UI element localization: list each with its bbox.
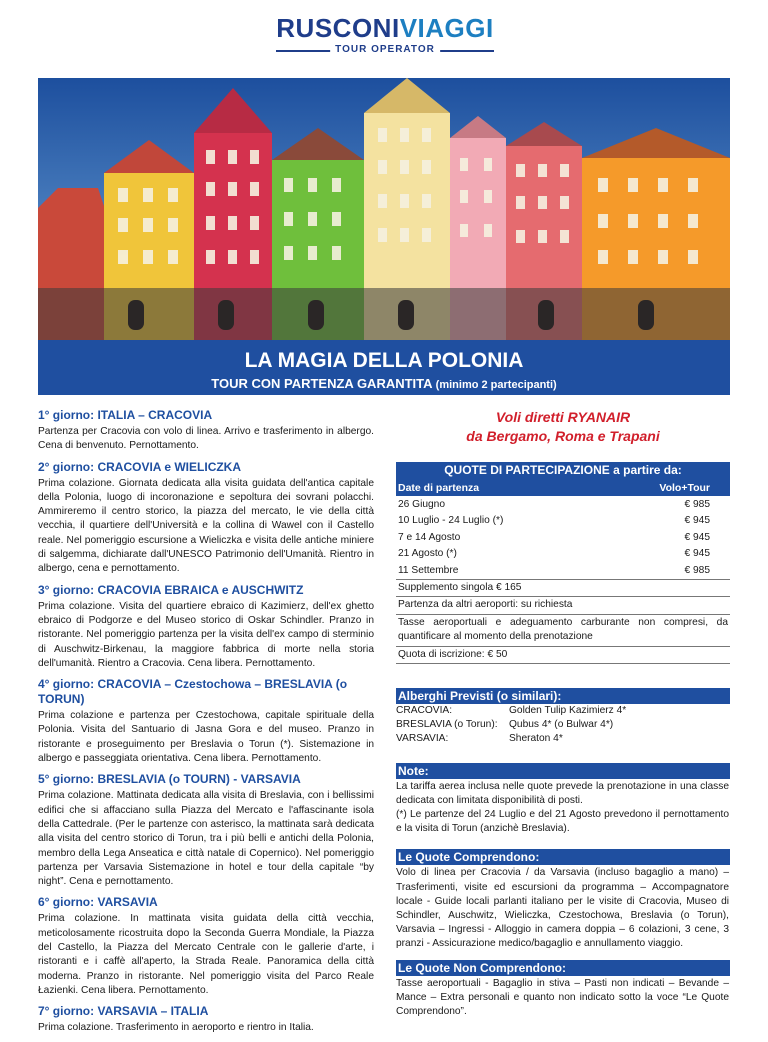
- title-banner: [38, 340, 730, 395]
- flights-info: [396, 408, 730, 446]
- excluded-section: [396, 960, 730, 1020]
- itinerary-day: [38, 1004, 374, 1035]
- hotel-row: [396, 704, 730, 718]
- hero-image: [38, 78, 730, 340]
- column-header-price: Volo+Tour: [597, 479, 730, 496]
- company-logo: [270, 14, 500, 58]
- hotel-row: [396, 732, 730, 746]
- price: € 945: [684, 515, 710, 527]
- excluded-text: Tasse aeroportuali - Bagaglio in stiva – Pasti non indicati – Bevande – Mance – Extra personali e quanto non indicato sotto la voce “Le Quote Comprendono”.: [396, 977, 729, 1018]
- day-title: 3° giorno: CRACOVIA EBRAICA e AUSCHWITZ: [38, 582, 304, 597]
- colorful-houses-illustration: [38, 78, 730, 340]
- itinerary-day: [38, 583, 374, 671]
- day-text: Prima colazione. In mattinata visita guidata della città vecchia, meticolosamente ricostruita dopo la Seconda Guerra Mondiale, la Piazza del Castello, la Piazza del Mercato Centrale con le gallerie d'arte, i ristoranti e i caffè all'aperto, la Strada Reale. Panoramica della città moderna. Pranzo in ristorante. Nel pomeriggio visita del Parco Reale Łazienki. Cena libera. Pernottamento.: [38, 913, 374, 996]
- hotel-city: CRACOVIA:: [396, 705, 453, 716]
- price: € 945: [684, 548, 710, 560]
- hotel-name: Sheraton 4*: [509, 733, 563, 745]
- day-title: 6° giorno: VARSAVIA: [38, 895, 158, 910]
- info-column: [396, 408, 730, 1019]
- departure-date: 10 Luglio - 24 Luglio (*): [398, 515, 504, 527]
- note-paragraph: La tariffa aerea inclusa nelle quote prevede la prenotazione in una classe dedicata con limitata disponibilità di posti.: [396, 780, 729, 806]
- table-row: [396, 562, 730, 579]
- price: € 985: [684, 564, 710, 576]
- hotel-name: Golden Tulip Kazimierz 4*: [509, 705, 627, 716]
- flights-line2: da Bergamo, Roma e Trapani: [466, 428, 660, 444]
- departure-date: 21 Agosto (*): [398, 548, 457, 560]
- table-row: [396, 546, 730, 563]
- day-text: Prima colazione e partenza per Czestochowa, capitale spirituale della Polonia. Visita del Santuario di Jasna Gora e del museo. Pranzo in ristorante e proseguimento per Breslavia o Torun (*). Sistemazione in albergo e passeggiata orientativa. Cena libera. Pernottamento.: [38, 710, 374, 765]
- day-title: 2° giorno: CRACOVIA e WIELICZKA: [38, 459, 242, 474]
- included-section: [396, 849, 730, 951]
- departure-date: 11 Settembre: [398, 564, 459, 576]
- notes-heading: Note:: [396, 763, 730, 779]
- departure-date: 26 Giugno: [398, 498, 446, 510]
- subtitle-text: TOUR CON PARTENZA GARANTITA: [211, 376, 433, 391]
- banner-subtitle: [38, 375, 730, 394]
- hotel-row: [396, 718, 730, 732]
- price: € 985: [684, 498, 710, 510]
- hotel-name: Qubus 4* (o Bulwar 4*): [509, 719, 614, 731]
- itinerary-day: [38, 772, 374, 889]
- itinerary-day: [38, 677, 374, 766]
- single-supplement: Supplemento singola € 165: [396, 579, 730, 597]
- itinerary-day: [38, 895, 374, 998]
- flights-line1: Voli diretti RYANAIR: [495, 409, 631, 425]
- day-text: Prima colazione. Mattinata dedicata alla visita di Breslavia, con i bellissimi edifici che si affacciano sulla Piazza del Mercato e l'affascinante isola della Cattedrale. (Per le partenze con asterisco, la mattinata sarà dedicata alla visita del centro storico di Torun, tra i più belli e antichi della Polonia, membro della Lega Anseatica e città natale di Copernico). Nel pomeriggio partenza per Varsavia Sistemazione in hotel e tour della capitale “by night”. Cena e pernottamento.: [38, 790, 374, 888]
- hotels-heading: Alberghi Previsti (o similari):: [396, 688, 730, 704]
- registration-fee: Quota di iscrizione: € 50: [396, 646, 730, 665]
- other-airports-note: Partenza da altri aeroporti: su richiesta: [396, 596, 730, 614]
- hotels-section: [396, 688, 730, 747]
- included-text: Volo di linea per Cracovia / da Varsavia (incluso bagaglio a mano) – Trasferimenti, visite ed escursioni da programma – Accompagnatore locale - Guide locali parlanti italiano per le visite di Cracovia, Museo di Schindler, Auschwitz, Wieliczka, Czestochowa, Breslavia (o Torun), Varsavia – Ingressi - Alloggio in camera doppia – 6 colazioni, 3 cene, 3 pranzi - Assicurazione medico/bagaglio e annullamento viaggio.: [396, 867, 729, 950]
- day-title: 1° giorno: ITALIA – CRACOVIA: [38, 408, 213, 422]
- logo-text-rusconi: RUSCONI: [276, 13, 400, 43]
- prices-table: [396, 479, 730, 579]
- day-title: 7° giorno: VARSAVIA – ITALIA: [38, 1004, 209, 1019]
- day-title: 5° giorno: BRESLAVIA (o TOURN) - VARSAVIA: [38, 772, 301, 787]
- table-row: [396, 513, 730, 530]
- itinerary-day: [38, 460, 374, 577]
- price: € 945: [684, 531, 710, 543]
- day-text: Prima colazione. Trasferimento in aeroporto e rientro in Italia.: [38, 1022, 314, 1034]
- itinerary-day: [38, 408, 374, 454]
- logo-subtitle: TOUR OPERATOR: [330, 44, 440, 55]
- page-title: LA MAGIA DELLA POLONIA: [244, 349, 524, 372]
- table-row: [396, 529, 730, 546]
- table-row: [396, 496, 730, 513]
- hotel-city: BRESLAVIA (o Torun):: [396, 719, 498, 731]
- notes-section: [396, 763, 730, 837]
- hotel-city: VARSAVIA:: [396, 733, 449, 745]
- departure-date: 7 e 14 Agosto: [398, 531, 461, 543]
- itinerary: [38, 408, 374, 1042]
- logo-text-viaggi: VIAGGI: [399, 13, 494, 43]
- day-text: Prima colazione. Visita del quartiere ebraico di Kazimierz, dell'ex ghetto ebraico di Podgorze e del Museo storico di Oskar Schindler. Pranzo in ristorante. Nel pomeriggio partenza per la visita dell'ex campo di sterminio di Auschwitz-Birkenau, la maggiore fabbrica di morte nella storia dell'umanità. Rientro a Cracovia. Cena libera. Pernottamento.: [38, 600, 374, 669]
- day-title: 4° giorno: CRACOVIA – Czestochowa – BRESLAVIA (o TORUN): [38, 677, 348, 707]
- excluded-heading: Le Quote Non Comprendono:: [396, 960, 730, 976]
- column-header-date: Date di partenza: [396, 479, 597, 496]
- table-header-row: [396, 479, 730, 496]
- day-text: Partenza per Cracovia con volo di linea. Arrivo e trasferimento in albergo. Cena di benvenuto. Pernottamento.: [38, 426, 374, 452]
- airport-taxes-note: Tasse aeroportuali e adeguamento carburante non compresi, da quantificare al momento della prenotazione: [396, 614, 730, 646]
- day-text: Prima colazione. Giornata dedicata alla visita guidata dell'antica capitale della Polonia, luogo di incoronazione e sepoltura dei sovrani polacchi. Ammireremo il centro storico, la piazza del mercato, le vie della città vecchia, il quartiere dell'Università e la collina di Wawel con il Castello reale. Nel pomeriggio escursione a Wieliczka e visita delle antiche miniere di salgemma, dichiarate dall'UNESCO Patrimonio dell'Umanità. Rientro in albergo, cena e pernottamento.: [38, 477, 374, 575]
- quotes-heading: QUOTE DI PARTECIPAZIONE a partire da:: [396, 462, 730, 479]
- included-heading: Le Quote Comprendono:: [396, 849, 730, 865]
- subtitle-note: (minimo 2 partecipanti): [435, 379, 557, 391]
- note-paragraph: (*) Le partenze del 24 Luglio e del 21 Agosto prevedono il pernottamento e la visita di Torun (anzichè Breslavia).: [396, 809, 729, 835]
